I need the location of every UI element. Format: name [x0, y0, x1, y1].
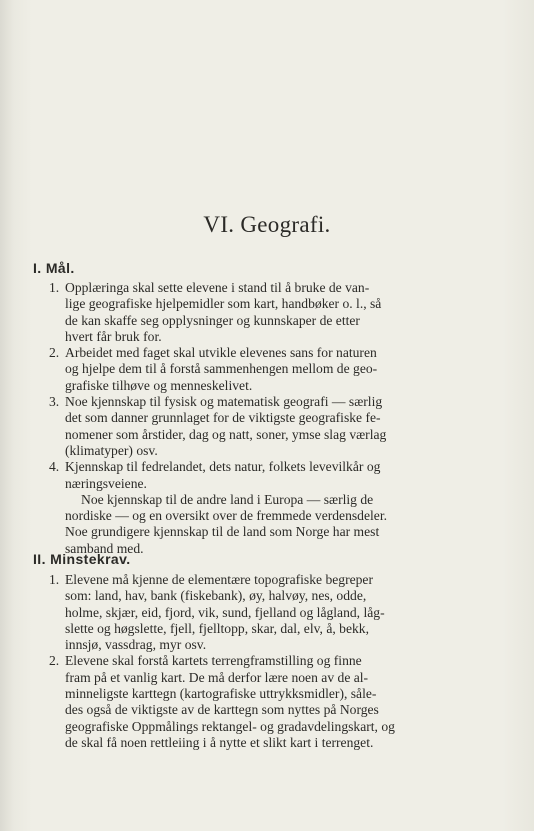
text-line: Arbeidet med faget skal utvikle elevenes sans for naturen: [65, 345, 377, 361]
list-item: [34, 394, 462, 459]
text-line: holme, skjær, eid, fjord, vik, sund, fjelland og lågland, låg-: [65, 604, 385, 620]
text-line: de skal få noen rettleiing i å nytte et slikt kart i terrenget.: [65, 734, 374, 750]
text-line: det som danner grunnlaget for de viktigste geografiske fe-: [65, 410, 381, 426]
text-line: Noe grundigere kjennskap til de land som Norge har mest: [65, 524, 380, 540]
page-spine-shadow: [0, 0, 14, 831]
text-line: de kan skaffe seg opplysninger og kunnskaper de etter: [65, 312, 360, 328]
text-line: grafiske tilhøve og menneskelivet.: [65, 377, 253, 393]
text-line: geografiske Oppmålings rektangel- og gradavdelingskart, og: [65, 718, 395, 734]
text-line: lige geografiske hjelpemidler som kart, handbøker o. l., så: [65, 296, 382, 312]
text-line: og hjelpe dem til å forstå sammenhengen mellom de geo-: [65, 361, 378, 377]
list-item: [34, 653, 462, 751]
text-line: hvert får bruk for.: [65, 328, 162, 344]
text-line: fram på et vanlig kart. De må derfor lære noen av de al-: [65, 669, 369, 685]
text-line: des også de viktigste av de karttegn som nyttes på Norges: [65, 702, 379, 718]
list-item: [34, 572, 462, 653]
text-line: minneligste karttegn (kartografiske uttrykksmidler), såle-: [65, 686, 377, 702]
text-line: Elevene må kjenne de elementære topografiske begreper: [65, 572, 373, 587]
text-line: innsjø, vassdrag, myr osv.: [65, 637, 207, 653]
text-line: næringsveiene.: [65, 475, 147, 491]
list-item: [34, 345, 462, 394]
text-line: som: land, hav, bank (fiskebank), øy, halvøy, nes, odde,: [65, 588, 367, 604]
section-goals-body: [34, 280, 462, 557]
item-number: 4.: [49, 459, 60, 475]
list-item: [34, 280, 462, 345]
item-number: 2.: [49, 653, 60, 669]
text-line: Noe kjennskap til fysisk og matematisk geografi — særlig: [65, 394, 383, 410]
text-line: (klimatyper) osv.: [65, 442, 158, 458]
item-number: 2.: [49, 345, 60, 361]
text-line: samband med.: [65, 540, 144, 556]
section-heading-requirements: II. Minstekrav.: [33, 551, 131, 567]
paragraph: [34, 492, 462, 557]
item-number: 1.: [49, 280, 60, 295]
text-line: slette og høgslette, fjell, fjelltopp, skar, dal, elv, å, bekk,: [65, 620, 369, 636]
text-line: nordiske — og en oversikt over de fremmede verdensdeler.: [65, 508, 387, 524]
chapter-title: VI. Geografi.: [203, 212, 331, 237]
text-line: Kjennskap til fedrelandet, dets natur, folkets levevilkår og: [65, 459, 381, 475]
item-number: 3.: [49, 394, 60, 410]
item-number: 1.: [49, 572, 60, 587]
text-line: nomener som årstider, dag og natt, soner, ymse slag værlag: [65, 426, 387, 442]
section-requirements-body: [34, 572, 462, 751]
text-line: Elevene skal forstå kartets terrengframstilling og finne: [65, 653, 362, 669]
text-line: Opplæringa skal sette elevene i stand til å bruke de van-: [65, 280, 370, 295]
text-line: Noe kjennskap til de andre land i Europa — særlig de: [81, 491, 374, 507]
list-item: [34, 459, 462, 492]
section-heading-goals: I. Mål.: [33, 260, 75, 276]
